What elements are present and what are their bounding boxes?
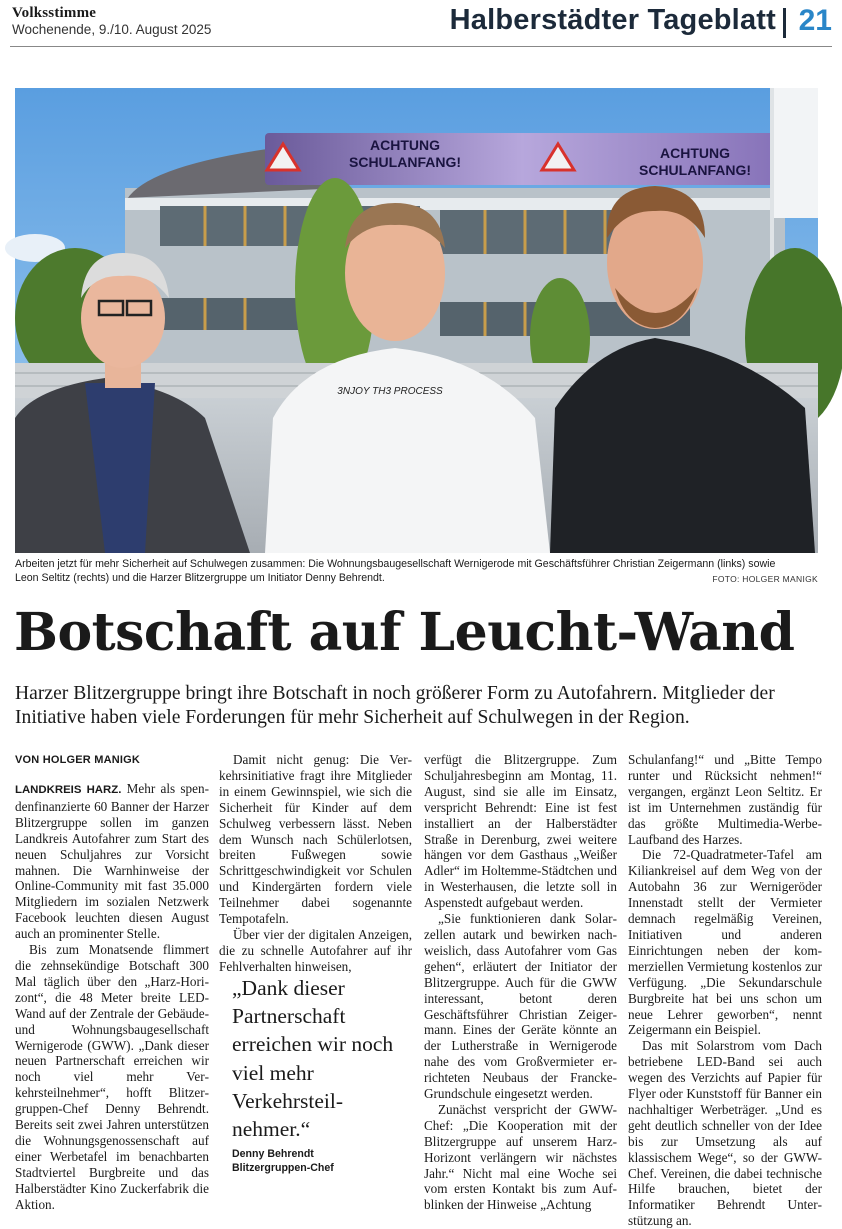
sign-text: SCHULANFANG! bbox=[349, 154, 461, 170]
page-number: 21 bbox=[798, 4, 832, 37]
headline: Botschaft auf Leucht-Wand bbox=[14, 602, 795, 663]
paragraph: Die 72-Quadratmeter-Tafel am Kiliankreisel auf dem Weg von der Autobahn 36 zur Wernigeröder Innenstadt stellt der Vermieter demnach regelmäßig Vereinen, Initiativen und anderen Einrichtungen neben der kommerziellen Vermietung kostenlos zur Verfügung. „Die Sekundarschule Burgbreite hat bei uns schon um neue Lehrer geworben“, nennt Zeigermann ein Beispiel. bbox=[628, 847, 822, 1038]
paragraph: Zunächst verspricht der GWW-Chef: „Die Kooperation mit der Blitzergruppe auf unserem Harz-Horizont verlängern wir nächstes Jahr.“ Nicht mal eine Woche sei vom ersten Kontakt bis zum Aufblinken der Hinweise „Achtung bbox=[424, 1101, 617, 1213]
paragraph bbox=[15, 781, 209, 942]
photo-caption bbox=[15, 557, 818, 585]
article-column-1 bbox=[15, 752, 209, 1212]
paragraph: „Sie funktionieren dank Solarzellen autark und bewirken nachweislich, dass Autofahrer vom Gas gehen“, erläutert der Initiator der Blitzergruppe. Auch für die GWW interessant, betont deren Geschäftsführer Christian Zeigermann. Eines der Geräte könnte an der Lutherstraße in Wernigerode nahe des vom Großvermieter errichteten Neubaus der Francke-Grundschule eingesetzt werden. bbox=[424, 911, 617, 1102]
paragraph-text: Mehr als spendenfinanzierte 60 Banner der Harzer Blitzergruppe sollen im ganzen Landkreis Autofahrer zum Start des neuen Schuljahres zur Vorsicht mahnen. Die Warnhinweise der Online-Community mit fast 35.000 Mitgliedern im sozialen Netzwerk Facebook leuchten diesen August auch an prominenter Stelle. bbox=[15, 781, 209, 942]
pull-quote bbox=[232, 974, 410, 1175]
caption-line: Arbeiten jetzt für mehr Sicherheit auf Schulwegen zusammen: Die Wohnungsbaugesellschaft Wernigerode mit Geschäftsführer Christian Zeigermann (links) sowie bbox=[15, 558, 776, 570]
flag bbox=[774, 88, 818, 218]
photo-credit: FOTO: HOLGER MANIGK bbox=[712, 574, 818, 584]
paragraph: Schulanfang!“ und „Bitte Tempo runter und Rücksicht nehmen!“ vergangen, ergänzt Leon Seltitz. Er ist im Unternehmen zuständig für das größte Multimedia-Werbe-Laufband des Harzes. bbox=[628, 752, 822, 847]
quote-role: Blitzergruppen-Chef bbox=[232, 1162, 334, 1175]
paragraph: Über vier der digitalen Anzeigen, die zu schnelle Autofahrer auf ihr Fehlverhalten hinweisen, bbox=[219, 926, 412, 974]
shirt-print: 3NJOY TH3 PROCESS bbox=[337, 386, 443, 397]
section-title: Halberstädter Tageblatt bbox=[449, 4, 776, 36]
paragraph: Damit nicht genug: Die Verkehrsinitiative fragt ihre Mitglieder in einem Gewinnspiel, wie sich die Sicherheit für Kinder auf dem Schulweg verbessern lässt. Neben dem Wunsch nach Schülerlotsen, breiten Fußwegen sowie Schrittgeschwindigkeit vor Schulen und Kindergärten fordern viele Teilnehmer dabei sogenannte Tempotafeln. bbox=[219, 752, 412, 927]
issue-date: Wochenende, 9./10. August 2025 bbox=[12, 22, 212, 37]
section-separator bbox=[783, 8, 786, 38]
paper-name: Volksstimme bbox=[12, 5, 97, 21]
byline: VON HOLGER MANIGK bbox=[15, 754, 141, 766]
header-rule bbox=[10, 46, 832, 47]
sign-text: ACHTUNG bbox=[660, 145, 730, 161]
quote-author: Denny Behrendt bbox=[232, 1148, 314, 1161]
dateline: LANDKREIS HARZ. bbox=[15, 784, 122, 796]
article-photo bbox=[15, 88, 818, 553]
sign-text: SCHULANFANG! bbox=[639, 162, 751, 178]
paragraph: Bis zum Monatsende flimmert die zehnsekündige Botschaft 300 Mal täglich über den „Harz-Horizont“, die 48 Meter breite LED-Wand auf der Zentrale der Gebäude- und Wohnungsbaugesellschaft Wernigerode (GWW). „Dank dieser neuen Partnerschaft erreichen wir noch viel mehr Verkehrsteilnehmer“, hofft Blitzergruppen-Chef Denny Behrendt. Bereits seit zwei Jahren unterstützen die Wohnungsgenossenschaft auf einer Werbetafel im benachbarten Stadtviertel Burgbreite und das Halberstädter Kino Zuckerfabrik die Aktion. bbox=[15, 942, 209, 1212]
paragraph: verfügt die Blitzergruppe. Zum Schuljahresbeginn am Montag, 11. August, sind sie alle im Einsatz, verspricht Behrendt: Eine ist fest installiert an der Halberstädter Straße in Derenburg, zwei weitere hängen vor dem Gasthaus „Weißer Adler“ im Holtemme-Städtchen und in Westerhausen, die letzte soll in Aspenstedt aufgebaut werden. bbox=[424, 752, 617, 911]
paragraph: Das mit Solarstrom vom Dach betriebene LED-Band sei auch wegen des Verzichts auf Papier für Flyer oder Kunststoff für Banner ein nachhaltiger Werbeträger. „Und es geht deutlich schneller von der Idee bis zur Umsetzung als auf klassischem Wege“, so der GWW-Chef. Vereinen, die dabei technische Hilfe brauchen, bietet der Informatiker Behrendt Unterstützung an. bbox=[628, 1038, 822, 1229]
caption-line: Leon Seltitz (rechts) und die Harzer Blitzergruppe um Initiator Denny Behrendt. bbox=[15, 572, 385, 584]
photo-illustration bbox=[15, 88, 818, 553]
article-column-4 bbox=[628, 752, 822, 1229]
article-column-2 bbox=[219, 752, 412, 975]
standfirst: Harzer Blitzergruppe bringt ihre Botschaft in noch größerer Form zu Autofahrern. Mitglieder der Initiative haben viele Forderungen für mehr Sicherheit auf Schulwegen in der Region. bbox=[15, 683, 775, 728]
article-column-3 bbox=[424, 752, 617, 1213]
sign-text: ACHTUNG bbox=[370, 137, 440, 153]
quote-text: „Dank dieser Partnerschaft erreichen wir noch viel mehr Verkehrsteilnehmer.“ bbox=[232, 976, 394, 1142]
masthead bbox=[10, 4, 832, 48]
